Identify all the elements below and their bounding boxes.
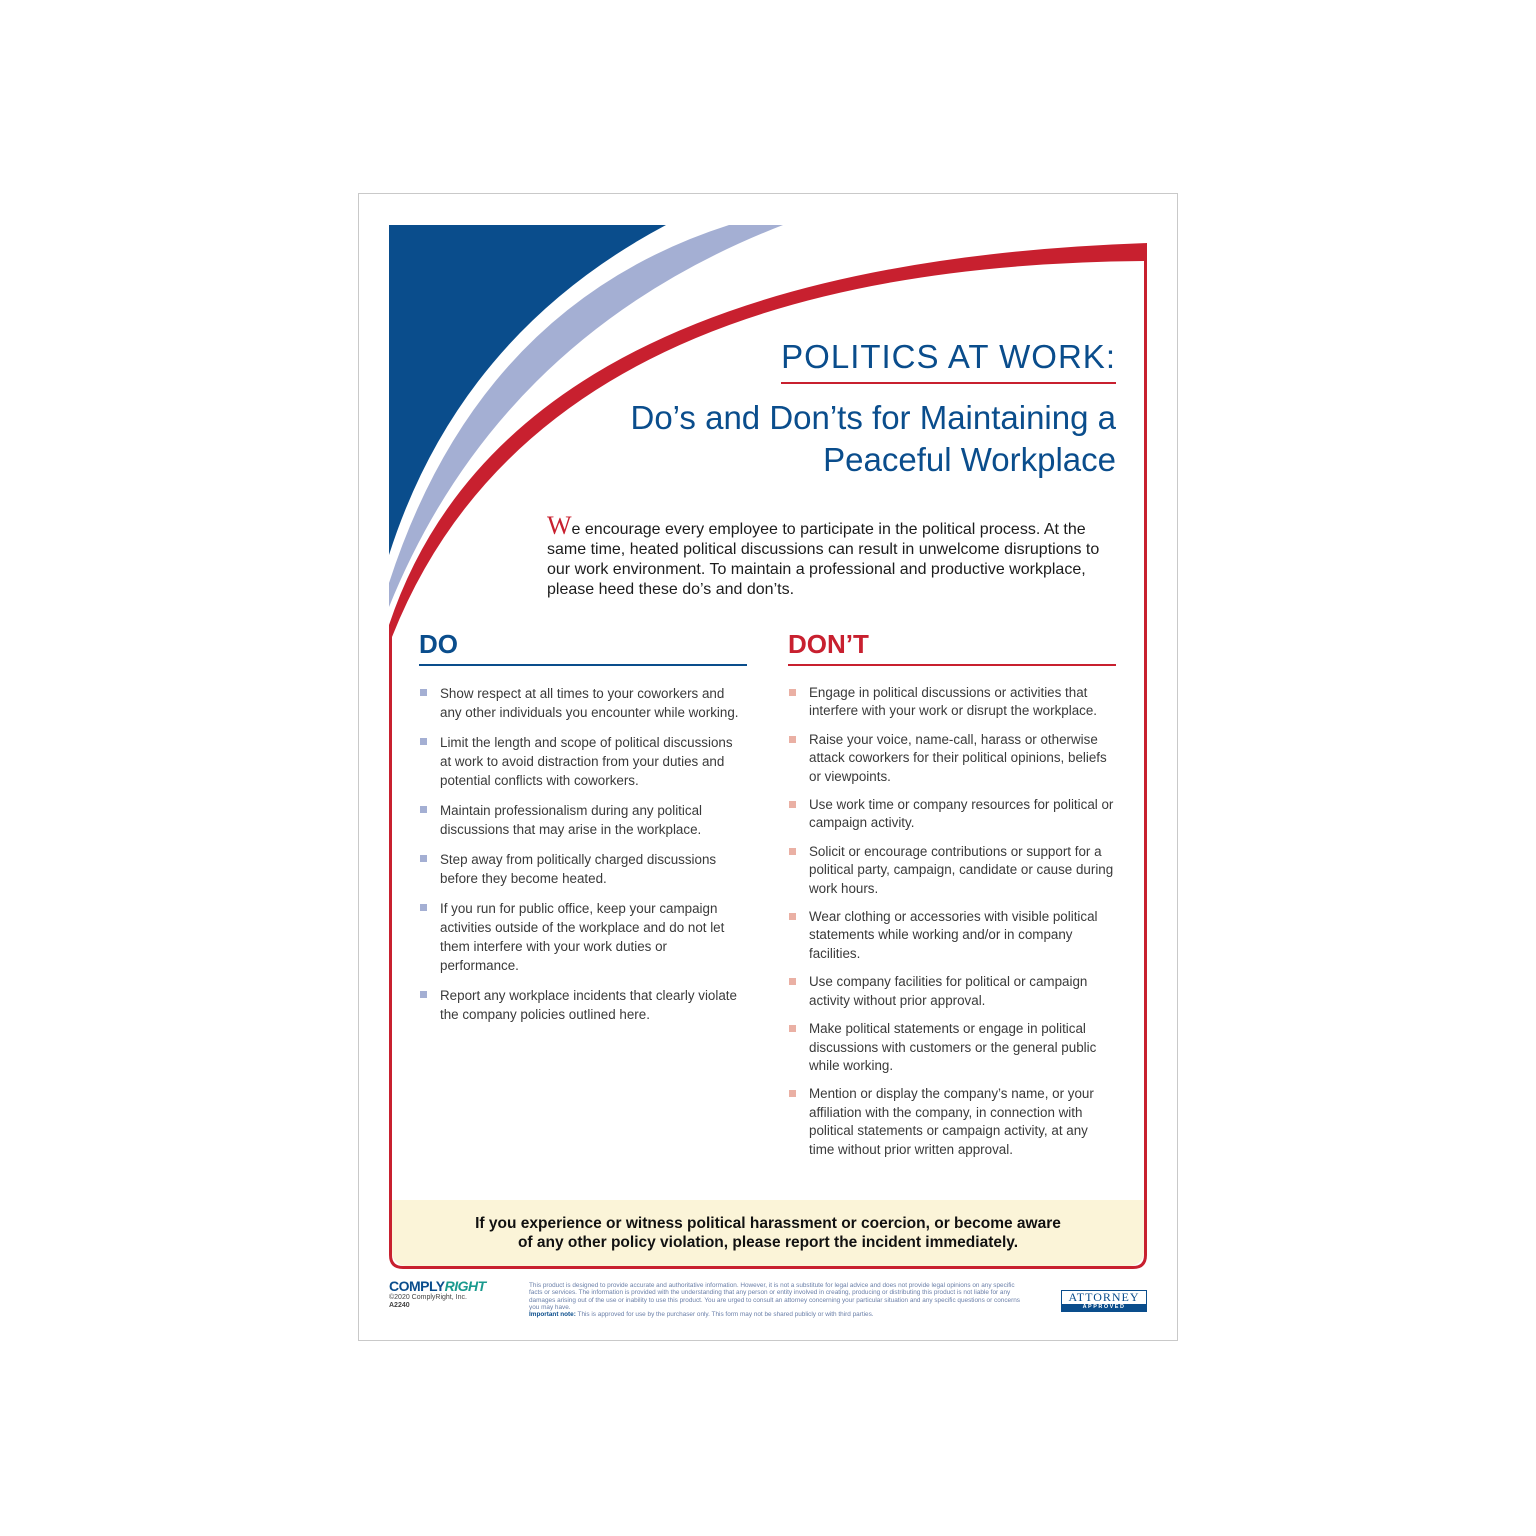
square-bullet-icon xyxy=(789,1025,796,1032)
dont-item xyxy=(788,908,1116,963)
square-bullet-icon xyxy=(789,689,796,696)
intro-paragraph xyxy=(547,513,1119,600)
do-item-text: Report any workplace incidents that clearly violate the company policies outlined here. xyxy=(440,988,737,1022)
complyright-logo xyxy=(389,1278,509,1310)
dont-item xyxy=(788,1020,1116,1075)
dont-item-text: Solicit or encourage contributions or support for a political party, campaign, candidate or cause during work hours. xyxy=(809,843,1114,896)
square-bullet-icon xyxy=(420,806,427,813)
dont-list xyxy=(788,684,1116,1159)
dont-item xyxy=(788,973,1116,1010)
square-bullet-icon xyxy=(420,991,427,998)
square-bullet-icon xyxy=(789,1090,796,1097)
dont-item-text: Mention or display the company’s name, or your affiliation with the company, in connection with political statements or campaign activity, at any time without prior written approval. xyxy=(809,1086,1094,1157)
dont-item xyxy=(788,731,1116,786)
do-item-text: Step away from politically charged discussions before they become heated. xyxy=(440,852,717,886)
page-title: POLITICS AT WORK: xyxy=(781,338,1116,384)
legal-text: This product is designed to provide accurate and authoritative information. However, it is not a substitute for legal advice and does not provide legal opinions on any specific facts or services. The information is provided with the understanding that any person or entity involved in creating, producing or distributing this product is not liable for any damages arising out of the use or inability to use this product. You are urged to consult an attorney concerning your particular situation and any specific questions or concerns you may have. xyxy=(529,1282,1020,1311)
poster-footer xyxy=(389,1278,1147,1328)
square-bullet-icon xyxy=(420,738,427,745)
dont-heading: DON’T xyxy=(788,629,1116,666)
brand-name xyxy=(389,1278,509,1294)
intro-dropcap: W xyxy=(547,511,572,540)
do-column xyxy=(419,629,747,1035)
do-item-text: If you run for public office, keep your campaign activities outside of the workplace and do not let them interfere with your work duties or performance. xyxy=(440,901,725,973)
dont-item xyxy=(788,796,1116,833)
dont-item-text: Use work time or company resources for political or campaign activity. xyxy=(809,797,1114,831)
square-bullet-icon xyxy=(789,736,796,743)
do-item xyxy=(419,801,747,839)
square-bullet-icon xyxy=(420,689,427,696)
square-bullet-icon xyxy=(789,978,796,985)
do-item xyxy=(419,684,747,722)
do-list xyxy=(419,684,747,1024)
badge-top-text: ATTORNEY xyxy=(1068,1290,1140,1304)
attorney-approved-badge xyxy=(1061,1290,1147,1312)
dont-item xyxy=(788,1085,1116,1159)
dont-item xyxy=(788,684,1116,721)
square-bullet-icon xyxy=(420,904,427,911)
dont-item-text: Make political statements or engage in political discussions with customers or the general public while working. xyxy=(809,1021,1097,1073)
do-item-text: Limit the length and scope of political discussions at work to avoid distraction from your duties and potential conflicts with coworkers. xyxy=(440,735,733,788)
dont-item xyxy=(788,843,1116,898)
square-bullet-icon xyxy=(420,855,427,862)
copyright-text: ©2020 ComplyRight, Inc. xyxy=(389,1294,467,1301)
important-note-text: This is approved for use by the purchaser only. This form may not be shared publicly or with third parties. xyxy=(575,1311,874,1319)
poster-frame xyxy=(389,225,1147,1269)
do-item xyxy=(419,850,747,888)
dont-item-text: Use company facilities for political or campaign activity without prior approval. xyxy=(809,974,1088,1008)
dont-column xyxy=(788,629,1116,1169)
dont-item-text: Engage in political discussions or activities that interfere with your work or disrupt the workplace. xyxy=(809,685,1098,719)
brand-name-part2: RIGHT xyxy=(444,1278,486,1294)
do-item xyxy=(419,986,747,1024)
do-item-text: Maintain professionalism during any political discussions that may arise in the workplace. xyxy=(440,803,702,837)
square-bullet-icon xyxy=(789,913,796,920)
report-text: If you experience or witness political harassment or coercion, or become aware of any other policy violation, please report the incident immediately. xyxy=(475,1215,1061,1251)
form-code: A2240 xyxy=(389,1302,410,1309)
report-callout xyxy=(392,1200,1144,1266)
square-bullet-icon xyxy=(789,801,796,808)
important-note-label: Important note: xyxy=(529,1311,576,1319)
page-subtitle: Do’s and Don’ts for Maintaining a Peaceful Workplace xyxy=(630,399,1116,478)
do-heading: DO xyxy=(419,629,747,666)
legal-disclaimer xyxy=(529,1282,1029,1318)
do-item-text: Show respect at all times to your coworkers and any other individuals you encounter while working. xyxy=(440,686,739,720)
square-bullet-icon xyxy=(789,848,796,855)
do-item xyxy=(419,733,747,790)
do-item xyxy=(419,899,747,975)
dont-item-text: Raise your voice, name-call, harass or otherwise attack coworkers for their political opinions, beliefs or viewpoints. xyxy=(809,731,1107,784)
dont-item-text: Wear clothing or accessories with visible political statements while working and/or in company facilities. xyxy=(809,909,1098,961)
intro-text: e encourage every employee to participate in the political process. At the same time, heated political discussions can result in unwelcome disruptions to our work environment. To maintain a professional and productive workplace, please heed these do’s and don’ts. xyxy=(547,521,1100,598)
badge-bottom-text: APPROVED xyxy=(1062,1304,1146,1311)
brand-name-part1: COMPLY xyxy=(389,1278,445,1294)
